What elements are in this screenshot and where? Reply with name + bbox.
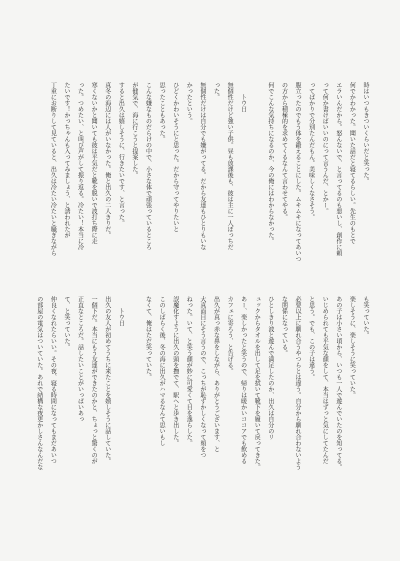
text-line: 何でこんな気持ちになるのか、今の俺にはわからなかった。 [266,82,274,244]
text-line: かったという。 [185,82,193,124]
text-line: あの子は小さい頃から、いつも一人で遊んでいたのを知ってる。 [334,296,342,470]
section-break [250,82,264,266]
text-line: なくて、俺はただ笑っていた。 [144,296,152,380]
text-line: 丁重にお断りして見ていると、出久は冷たい冷たいと騒ぎながら [49,82,57,256]
section-heading: トウ日 [117,308,125,326]
text-line: 無個性だけど強い子供。昼も放課後も、彼は主に一人ぼっちだ [226,82,234,250]
text-line: 出久の友人が初めてうちに来たことを嬉しそうに話していた。 [103,296,111,464]
text-line: 大真面目にそう言うので、こっちが恥ずかしくなって頬をつ [198,296,206,458]
text-line: 仲良くなれたらいい。その夜、寝る時間になってもまだあいつ [49,296,57,464]
text-line: って何か書けばいいのにって言うんだ、とかー。 [321,82,329,214]
text-line: 楽しそうに、楽しそうに笑っていた。 [348,296,356,398]
text-line: いじめられても平気な顔をして、本当はずっと気にしてたんだ [321,296,329,464]
text-line: ュックからタオルを出して足を拭いて靴下を履いて戻ってきた。 [253,296,261,470]
text-line: 誤魔化すように出久の頭を撫でて、駅へと歩き出した。 [171,296,179,446]
text-line: ねった。いて、と笑う顔が妙に可愛くて目を逸らした。 [185,296,193,446]
text-line: 必要以上に馴れ合うやつらとは違う。自分から馴れ合わないよう [294,296,302,470]
text-line: こんな嫌なものだらけの中で、小さな体で頑張っているところ [144,82,152,250]
text-line: 思ったこともあった。 [158,82,166,142]
text-line: カフェに寄ろう、と告げる。 [226,296,234,374]
text-line: ひどくかわいそうにと思った。だから守ってやりたいと [171,82,179,232]
text-line: 腹立ったのでもう体を鍛えることにした。ムキムキになってあいつ [294,82,302,262]
text-line: った。 [212,82,220,100]
text-line: な関係になっている。 [280,296,288,356]
text-line: あー、楽しかったと笑うので、帰りは暖かいココアでも飲める [239,296,247,464]
text-line: 正直なところだ。話したいことがいっぱいあっ [76,296,84,422]
text-line: った。つめたい、と叫び声がして振り返る。冷たい！本当に冷 [76,82,84,250]
text-line: エラいんだから。怒んないで、と言ってるのも悪いし、創作に頼 [334,82,342,256]
text-block-bottom [32,296,372,480]
text-line: すると出久は嬉しそうに、行きたいです、と言った。 [117,82,125,226]
text-line: ってばかりで分別たんだもん。美味しくなさそう。 [307,82,315,220]
section-heading: トウ日 [239,94,247,112]
text-line: 一個下だ。本当にもう友達ができたのかと、ちょっと驚くのが [90,296,98,464]
text-line: て、と笑っていた。 [62,296,70,350]
text-line: 出久が真っ赤な鼻をしながら、ありがとうございます、と [212,296,220,452]
text-line: 寒くないかと聞いても彼は平気だと靴を脱いで波打ち際に走 [90,82,98,244]
text-line: 時はいつもきついくらいだと笑った。 [362,82,369,184]
text-line: ひとしきり波と遊んで満足したのか、出久は自分のリ [266,296,274,440]
text-line: このしばらく後、冬の海に出久がハマるなんて思いもし [158,296,166,446]
text-line: たいです！かっちゃんも入ってみましょう、と誘われたが [62,82,70,238]
text-line: の方から積極的を求めてくるなんて言わせてやる。 [280,82,288,220]
text-line: の部屋の電気はついていた。あれで結構な夜更かしさんなんだな [35,296,43,470]
section-break [127,296,141,480]
text-line: と思う。でも、この子は違う。 [307,296,315,380]
text-line: が健気で、海に行こうと提案した。 [130,82,138,178]
text-line: も笑っていた。 [362,296,369,338]
text-block-top [32,82,372,266]
text-line: 真冬の海辺には人がいなかった。俺と出久の二人きりだ。 [103,82,111,238]
text-line: 何でかわかった。聞いた話だと寝てるらしい。先生のもとで [348,82,356,244]
text-line: 無個性だけは自分でも嫌がってる。だから友達もひとりもいな [198,82,206,250]
